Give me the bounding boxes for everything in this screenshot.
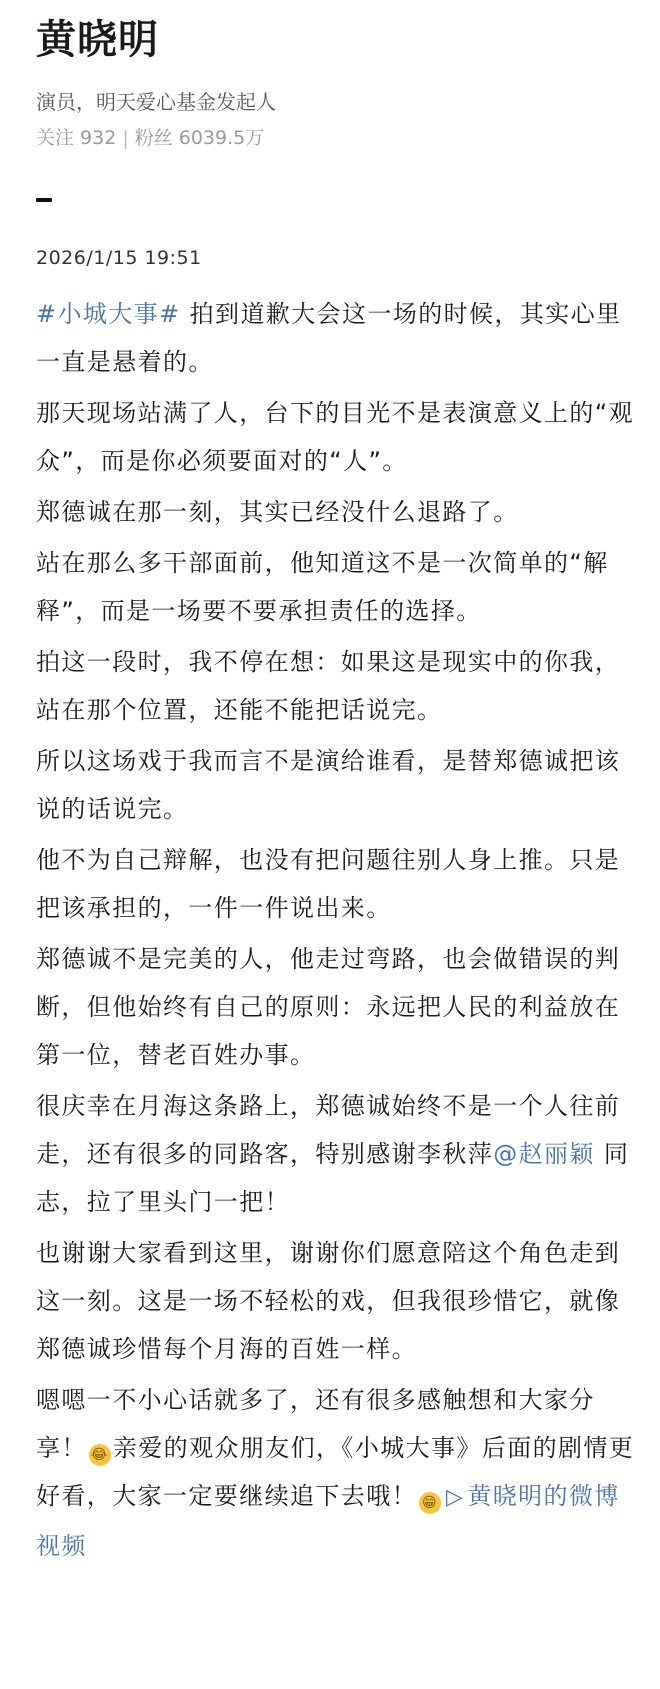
profile-name[interactable]: 黄晓明 [36, 17, 159, 63]
paragraph-text: 很庆幸在月海这条路上，郑德诚始终不是一个人往前走，还有很多的同路客，特别感谢李秋萍 [36, 1092, 621, 1168]
followers-count[interactable]: 粉丝 6039.5万 [134, 127, 265, 149]
paragraph-8: 郑德诚不是完美的人，他走过弯路，也会做错误的判断，但他始终有自己的原则：永远把人民的利益放在第一位，替老百姓办事。 [36, 945, 621, 1069]
video-link[interactable]: 黄晓明的微博视频 [36, 1482, 620, 1560]
video-icon[interactable]: ▷ [446, 1485, 465, 1510]
following-count[interactable]: 关注 932 [36, 127, 117, 149]
profile-bio: 演员，明天爱心基金发起人 [36, 90, 276, 114]
paragraph-11 [36, 1376, 636, 1570]
paragraph-1 [36, 290, 636, 386]
paragraph-3: 郑德诚在那一刻，其实已经没什么退路了。 [36, 498, 519, 526]
paragraph-7: 他不为自己辩解，也没有把问题往别人身上推。只是把该承担的，一件一件说出来。 [36, 846, 621, 922]
post-timestamp: 2026/1/15 19:51 [36, 247, 202, 269]
stats-separator: | [122, 127, 129, 149]
paragraph-text: 拍到道歉大会这一场的时候，其实心里一直是悬着的。 [36, 300, 622, 376]
crying-laughing-emoji-icon: 😂 [89, 1444, 111, 1466]
section-divider [36, 198, 52, 202]
hashtag-link[interactable]: #小城大事# [36, 300, 181, 328]
paragraph-5: 拍这一段时，我不停在想：如果这是现实中的你我，站在那个位置，还能不能把话说完。 [36, 648, 621, 724]
paragraph-2: 那天现场站满了人，台下的目光不是表演意义上的“观众”，而是你必须要面对的“人”。 [36, 399, 635, 475]
paragraph-text: 嗯嗯一不小心话就多了，还有很多感触想和大家分享！ [36, 1386, 595, 1462]
grinning-emoji-icon: 😁 [419, 1492, 441, 1514]
mention-link[interactable]: @赵丽颖 [493, 1140, 595, 1168]
profile-stats [36, 124, 636, 152]
paragraph-4: 站在那么多干部面前，他知道这不是一次简单的“解释”，而是一场要不要承担责任的选择。 [36, 549, 609, 625]
paragraph-9 [36, 1082, 636, 1226]
post-body [36, 290, 636, 1570]
paragraph-6: 所以这场戏于我而言不是演给谁看，是替郑德诚把该说的话说完。 [36, 747, 621, 823]
paragraph-text: 同志，拉了里头门一把！ [36, 1140, 630, 1216]
paragraph-10: 也谢谢大家看到这里，谢谢你们愿意陪这个角色走到这一刻。这是一场不轻松的戏，但我很珍惜它，就像郑德诚珍惜每个月海的百姓一样。 [36, 1239, 621, 1363]
paragraph-text: 亲爱的观众朋友们，《小城大事》后面的剧情更好看，大家一定要继续追下去哦！ [36, 1434, 635, 1510]
